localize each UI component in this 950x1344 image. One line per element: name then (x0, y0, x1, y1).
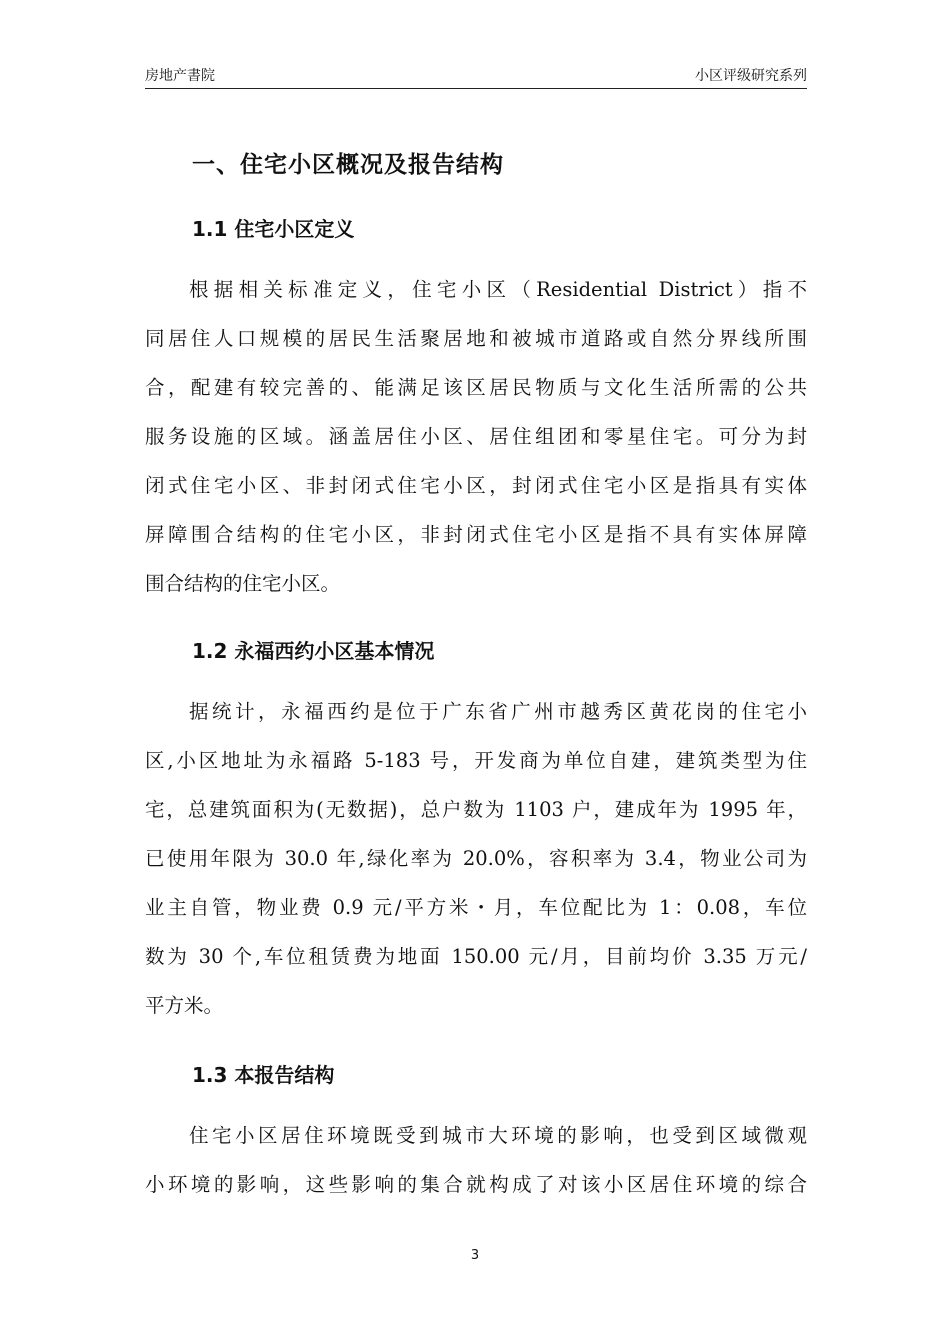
paragraph-line: 同居住人口规模的居民生活聚居地和被城市道路或自然分界线所围 (145, 327, 807, 350)
header-series: 小区评级研究系列 (695, 68, 807, 84)
paragraph-line: 根据相关标准定义，住宅小区（Residential District）指不 (189, 278, 807, 301)
paragraph-line: 数为 30 个,车位租赁费为地面 150.00 元/月，目前均价 3.35 万元/ (145, 945, 807, 968)
paragraph-line: 区,小区地址为永福路 5-183 号，开发商为单位自建，建筑类型为住 (145, 749, 807, 772)
paragraph-line: 闭式住宅小区、非封闭式住宅小区，封闭式住宅小区是指具有实体 (145, 474, 807, 497)
paragraph-line: 围合结构的住宅小区。 (145, 572, 341, 595)
paragraph-line: 住宅小区居住环境既受到城市大环境的影响，也受到区域微观 (189, 1124, 807, 1147)
paragraph-line: 业主自管，物业费 0.9 元/平方米・月，车位配比为 1：0.08，车位 (145, 896, 807, 919)
paragraph-line: 据统计，永福西约是位于广东省广州市越秀区黄花岗的住宅小 (189, 700, 807, 723)
section-heading-1-2: 1.2 永福西约小区基本情况 (192, 639, 435, 663)
chapter-title: 一、住宅小区概况及报告结构 (192, 152, 504, 178)
paragraph-line: 已使用年限为 30.0 年,绿化率为 20.0%，容积率为 3.4，物业公司为 (145, 847, 807, 870)
paragraph-line: 屏障围合结构的住宅小区，非封闭式住宅小区是指不具有实体屏障 (145, 523, 807, 546)
paragraph-line: 小环境的影响，这些影响的集合就构成了对该小区居住环境的综合 (145, 1173, 807, 1196)
page-number: 3 (470, 1248, 480, 1263)
section-paragraph-1-2 (145, 687, 807, 1030)
paragraph-line: 服务设施的区域。涵盖居住小区、居住组团和零星住宅。可分为封 (145, 425, 807, 448)
section-paragraph-1-1 (145, 265, 807, 608)
page-header (145, 66, 807, 89)
paragraph-line: 平方米。 (145, 994, 224, 1017)
header-publisher: 房地产書院 (145, 68, 215, 84)
section-heading-1-3: 1.3 本报告结构 (192, 1063, 335, 1087)
section-heading-1-1: 1.1 住宅小区定义 (192, 217, 355, 241)
paragraph-line: 合，配建有较完善的、能满足该区居民物质与文化生活所需的公共 (145, 376, 807, 399)
section-paragraph-1-3 (145, 1111, 807, 1209)
paragraph-line: 宅，总建筑面积为(无数据)，总户数为 1103 户，建成年为 1995 年， (145, 798, 807, 821)
